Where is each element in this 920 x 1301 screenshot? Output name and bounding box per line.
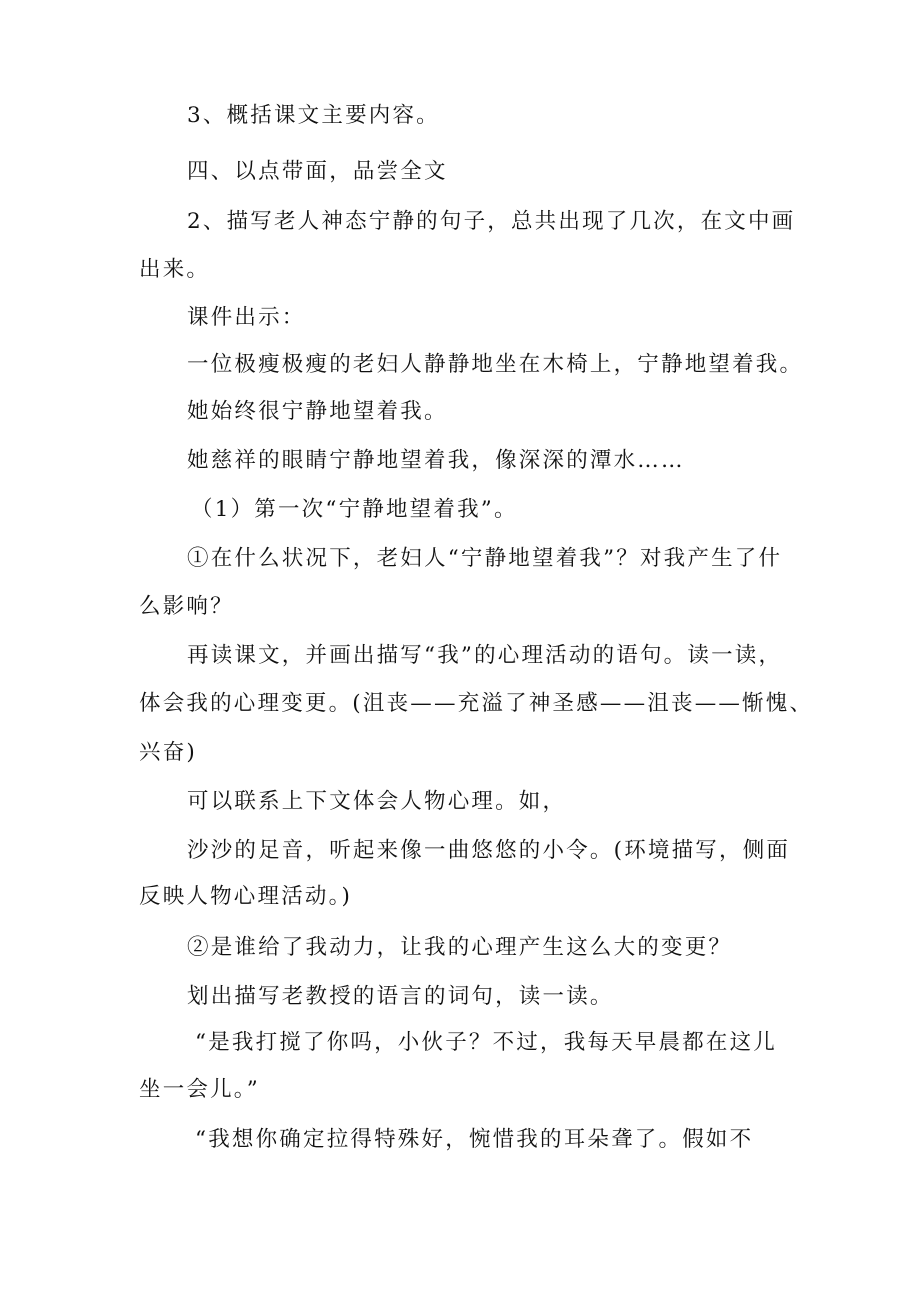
text-line-1: 3、概括课文主要内容。 — [187, 103, 440, 128]
text-line-9: （1）第一次“宁静地望着我”。 — [191, 497, 518, 522]
text-line-4: 出来。 — [139, 257, 211, 282]
text-line-3: 2、描写老人神态宁静的句子，总共出现了几次，在文中画 — [187, 209, 796, 234]
text-line-13: 体会我的心理变更。(沮丧——充溢了神圣感——沮丧——惭愧、 — [139, 691, 814, 716]
text-line-20: “是我打搅了你吗，小伙子？不过，我每天早晨都在这儿 — [195, 1030, 777, 1055]
text-line-17: 反映人物心理活动。) — [139, 884, 353, 909]
text-line-6: 一位极瘦极瘦的老妇人静静地坐在木椅上，宁静地望着我。 — [187, 352, 804, 377]
text-line-11: 么影响？ — [139, 594, 234, 619]
text-line-7: 她始终很宁静地望着我。 — [187, 399, 448, 424]
text-line-18: ②是谁给了我动力，让我的心理产生这么大的变更？ — [187, 935, 733, 960]
text-line-14: 兴奋) — [139, 740, 197, 765]
text-line-22: “我想你确定拉得特殊好，惋惜我的耳朵聋了。假如不 — [195, 1127, 754, 1152]
text-line-10: ①在什么状况下，老妇人“宁静地望着我”？对我产生了什 — [187, 546, 783, 571]
text-line-12: 再读课文，并画出描写“我”的心理活动的语句。读一读， — [187, 643, 783, 668]
text-line-5: 课件出示： — [187, 305, 306, 330]
text-line-16: 沙沙的足音，听起来像一曲悠悠的小令。(环境描写，侧面 — [187, 838, 791, 863]
text-line-15: 可以联系上下文体会人物心理。如， — [187, 789, 567, 814]
text-line-19: 划出描写老教授的语言的词句，读一读。 — [187, 984, 614, 1009]
section-heading-4: 四、以点带面，品尝全文 — [187, 159, 448, 184]
text-line-21: 坐一会儿。” — [139, 1077, 260, 1102]
text-line-8: 她慈祥的眼睛宁静地望着我，像深深的潭水…… — [187, 448, 685, 473]
